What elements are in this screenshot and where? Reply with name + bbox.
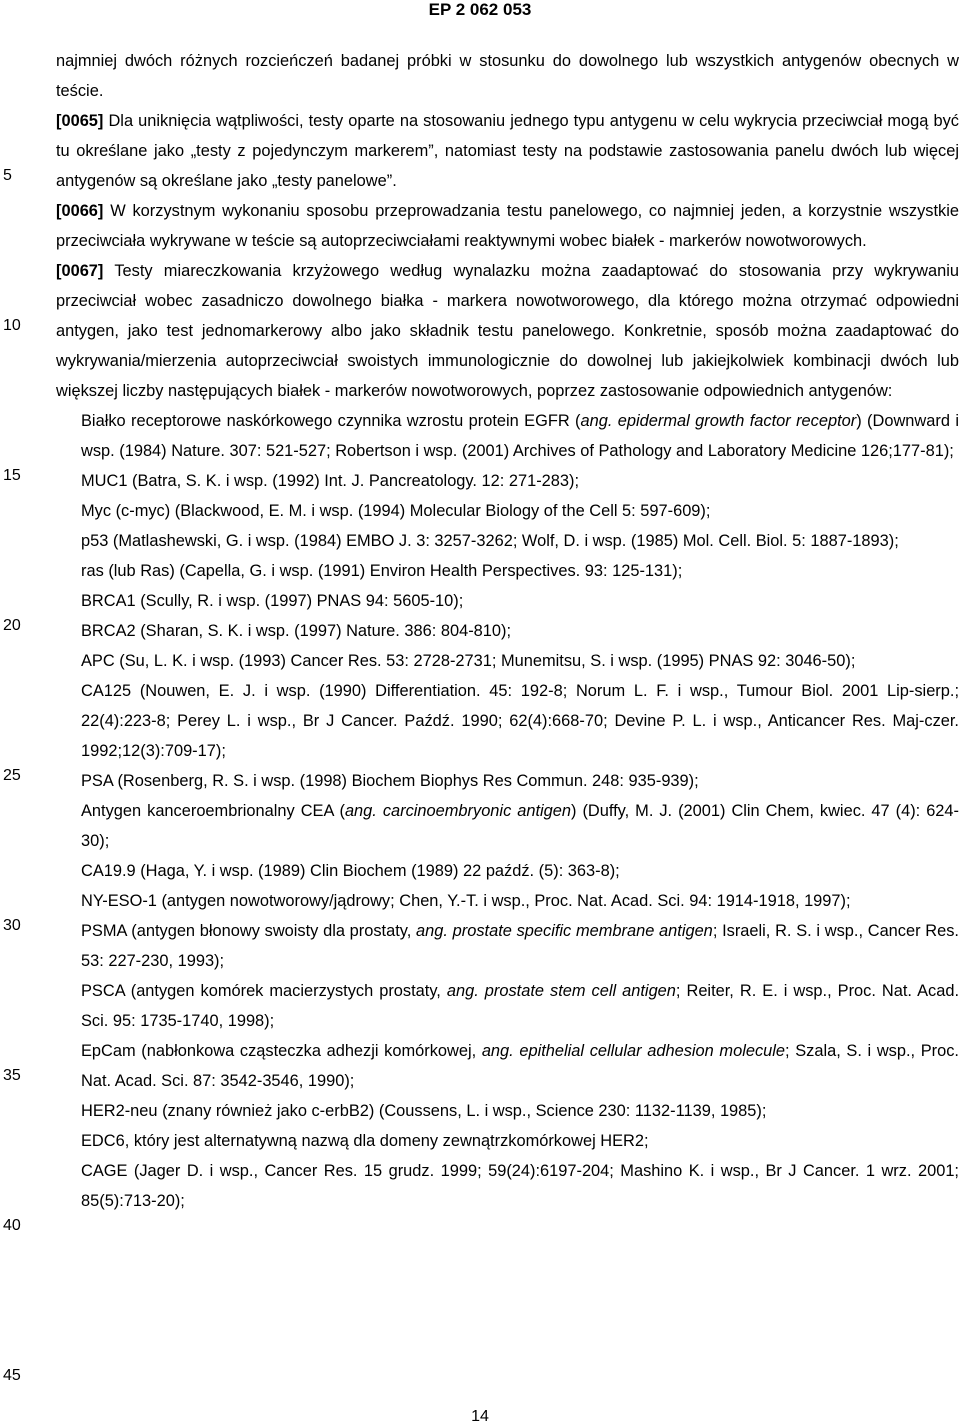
line-number: 30 xyxy=(3,917,21,934)
reference-p53: p53 (Matlashewski, G. i wsp. (1984) EMBO J. 3: 3257-3262; Wolf, D. i wsp. (1985) Mol. Cell. Biol. 5: 1887-1893); xyxy=(81,532,899,550)
paragraph-continuation: najmniej dwóch różnych rozcieńczeń badanej próbki w stosunku do dowolnego lub wszystkich antygenów obecnych w teście. xyxy=(56,52,959,100)
line-number: 15 xyxy=(3,467,21,484)
reference-apc: APC (Su, L. K. i wsp. (1993) Cancer Res. 53: 2728-2731; Munemitsu, S. i wsp. (1995) PNAS 92: 3046-50); xyxy=(81,652,856,670)
reference-brca2: BRCA2 (Sharan, S. K. i wsp. (1997) Nature. 386: 804-810); xyxy=(81,622,512,640)
paragraph-id: [0066] xyxy=(56,202,104,220)
paragraph-0066 xyxy=(56,196,959,256)
line-number: 20 xyxy=(3,617,21,634)
antigen-reference-list xyxy=(56,406,959,1216)
reference-muc1: MUC1 (Batra, S. K. i wsp. (1992) Int. J. Pancreatology. 12: 271-283); xyxy=(81,472,580,490)
line-number: 35 xyxy=(3,1067,21,1084)
reference-edc6: EDC6, który jest alternatywną nazwą dla domeny zewnątrzkomórkowej HER2; xyxy=(81,1132,649,1150)
line-number: 45 xyxy=(3,1367,21,1384)
reference-psa: PSA (Rosenberg, R. S. i wsp. (1998) Biochem Biophys Res Commun. 248: 935-939); xyxy=(81,772,699,790)
reference-ras: ras (lub Ras) (Capella, G. i wsp. (1991) Environ Health Perspectives. 93: 125-131); xyxy=(81,562,683,580)
paragraph-0065 xyxy=(56,106,959,196)
reference-her2-neu: HER2-neu (znany również jako c-erbB2) (Coussens, L. i wsp., Science 230: 1132-1139, 1985); xyxy=(81,1102,767,1120)
reference-ca199: CA19.9 (Haga, Y. i wsp. (1989) Clin Biochem (1989) 22 paźdź. (5): 363-8); xyxy=(81,862,620,880)
reference-brca1: BRCA1 (Scully, R. i wsp. (1997) PNAS 94: 5605-10); xyxy=(81,592,464,610)
document-body xyxy=(56,46,959,1216)
reference-psma: PSMA (antygen błonowy swoisty dla prostaty, ang. prostate specific membrane antigen; Israeli, R. S. i wsp., Cancer Res. 53: 227-230, 1993); xyxy=(81,922,959,970)
reference-epcam: EpCam (nabłonkowa cząsteczka adhezji komórkowej, ang. epithelial cellular adhesion molecule; Szala, S. i wsp., Proc. Nat. Acad. Sci. 87: 3542-3546, 1990); xyxy=(81,1042,959,1090)
page-number: 14 xyxy=(471,1408,489,1425)
paragraph-0067 xyxy=(56,256,959,406)
line-number: 40 xyxy=(3,1217,21,1234)
paragraph-id: [0065] xyxy=(56,112,104,130)
reference-ca125: CA125 (Nouwen, E. J. i wsp. (1990) Differentiation. 45: 192-8; Norum L. F. i wsp., Tumour Biol. 2001 Lip-sierp.; 22(4):223-8; Perey L. i wsp., Br J Cancer. Paźdź. 1990; 62(4):668-70; Devine P. L. i wsp., Anticancer Res. Maj-czer. 1992;12(3):709-17); xyxy=(81,682,959,760)
reference-cea: Antygen kanceroembrionalny CEA (ang. carcinoembryonic antigen) (Duffy, M. J. (2001) Clin Chem, kwiec. 47 (4): 624-30); xyxy=(81,802,959,850)
reference-myc: Myc (c-myc) (Blackwood, E. M. i wsp. (1994) Molecular Biology of the Cell 5: 597-609); xyxy=(81,502,711,520)
reference-psca: PSCA (antygen komórek macierzystych prostaty, ang. prostate stem cell antigen; Reiter, R. E. i wsp., Proc. Nat. Acad. Sci. 95: 1735-1740, 1998); xyxy=(81,982,959,1030)
paragraph-id: [0067] xyxy=(56,262,104,280)
paragraph-text: W korzystnym wykonaniu sposobu przeprowadzania testu panelowego, co najmniej jeden, a korzystnie wszystkie przeciwciała wykrywane w teście są autoprzeciwciałami reaktywnymi wobec białek - markerów nowotworowych. xyxy=(56,202,959,250)
reference-ny-eso-1: NY-ESO-1 (antygen nowotworowy/jądrowy; Chen, Y.-T. i wsp., Proc. Nat. Acad. Sci. 94: 1914-1918, 1997); xyxy=(81,892,851,910)
line-number: 5 xyxy=(3,167,12,184)
reference-cage: CAGE (Jager D. i wsp., Cancer Res. 15 grudz. 1999; 59(24):6197-204; Mashino K. i wsp., Br J Cancer. 1 wrz. 2001; 85(5):713-20); xyxy=(81,1162,959,1210)
line-number: 10 xyxy=(3,317,21,334)
line-number: 25 xyxy=(3,767,21,784)
reference-egfr: Białko receptorowe naskórkowego czynnika wzrostu protein EGFR (ang. epidermal growth factor receptor) (Downward i wsp. (1984) Nature. 307: 521-527; Robertson i wsp. (2001) Archives of Pathology and Laboratory Medicine 126;177-81); xyxy=(81,412,959,460)
paragraph-text: Testy miareczkowania krzyżowego według wynalazku można zaadaptować do stosowania przy wykrywaniu przeciwciał wobec zasadniczo dowolnego białka - markera nowotworowego, dla którego można otrzymać odpowiedni antygen, jako test jednomarkerowy albo jako składnik testu panelowego. Konkretnie, sposób można zaadaptować do wykrywania/mierzenia autoprzeciwciał swoistych immunologicznie do dowolnej lub jakiejkolwiek kombinacji dwóch lub większej liczby następujących białek - markerów nowotworowych, poprzez zastosowanie odpowiednich antygenów: xyxy=(56,262,959,400)
document-number-header: EP 2 062 053 xyxy=(428,0,532,19)
paragraph-text: Dla uniknięcia wątpliwości, testy oparte na stosowaniu jednego typu antygenu w celu wykrycia przeciwciał mogą być tu określane jako „testy z pojedynczym markerem”, natomiast testy na podstawie zastosowania panelu dwóch lub więcej antygenów są określane jako „testy panelowe”. xyxy=(56,112,959,190)
